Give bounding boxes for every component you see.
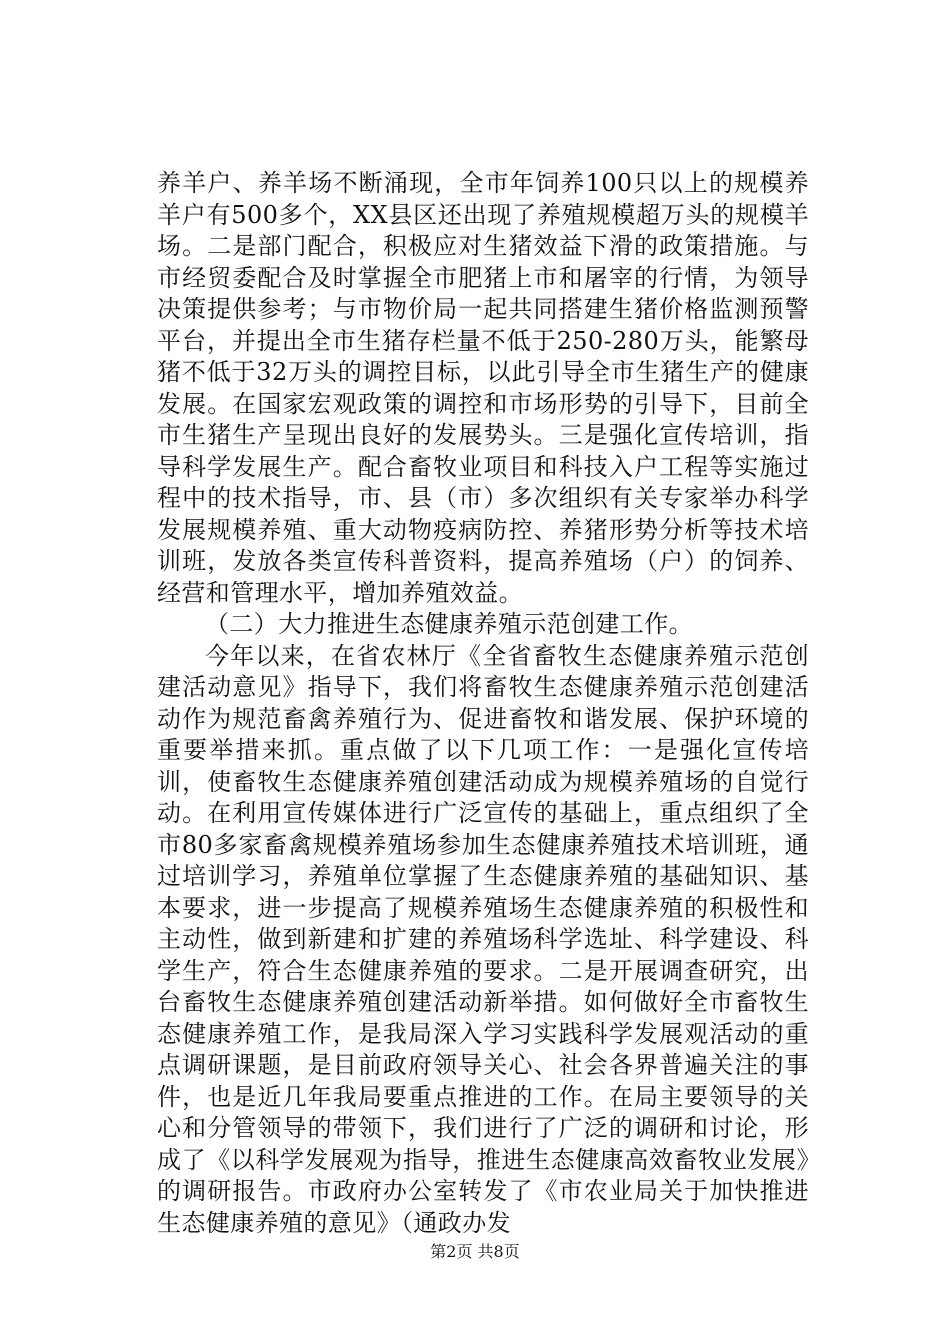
- page-number-footer: 第2页 共8页: [430, 1242, 520, 1261]
- body-paragraph-continued: 养羊户、养羊场不断涌现，全市年饲养100只以上的规模养羊户有500多个，XX县区还出现了养殖规模超万头的规模羊场。二是部门配合，积极应对生猪效益下滑的政策措施。与市经贸委配合及时掌握全市肥猪上市和屠宰的行情，为领导决策提供参考；与市物价局一起共同搭建生猪价格监测预警平台，并提出全市生猪存栏量不低于250-280万头，能繁母猪不低于32万头的调控目标，以此引导全市生猪生产的健康发展。在国家宏观政策的调控和市场形势的引导下，目前全市生猪生产呈现出良好的发展势头。三是强化宣传培训，指导科学发展生产。配合畜牧业项目和科技入户工程等实施过程中的技术指导，市、县（市）多次组织有关专家举办科学发展规模养殖、重大动物疫病防控、养猪形势分析等技术培训班，发放各类宣传科普资料，提高养殖场（户）的饲养、经营和管理水平，增加养殖效益。: [157, 169, 809, 607]
- section-heading: （二）大力推进生态健康养殖示范创建工作。: [205, 610, 693, 638]
- body-paragraph: 今年以来，在省农林厅《全省畜牧生态健康养殖示范创建活动意见》指导下，我们将畜牧生态健康养殖示范创建活动作为规范畜禽养殖行为、促进畜牧和谐发展、保护环境的重要举措来抓。重点做了以下几项工作：一是强化宣传培训，使畜牧生态健康养殖创建活动成为规模养殖场的自觉行动。在利用宣传媒体进行广泛宣传的基础上，重点组织了全市80多家畜禽规模养殖场参加生态健康养殖技术培训班，通过培训学习，养殖单位掌握了生态健康养殖的基础知识、基本要求，进一步提高了规模养殖场生态健康养殖的积极性和主动性，做到新建和扩建的养殖场科学选址、科学建设、科学生产，符合生态健康养殖的要求。二是开展调查研究，出台畜牧生态健康养殖创建活动新举措。如何做好全市畜牧生态健康养殖工作，是我局深入学习实践科学发展观活动的重点调研课题，是目前政府领导关心、社会各界普遍关注的事件，也是近几年我局要重点推进的工作。在局主要领导的关心和分管领导的带领下，我们进行了广泛的调研和讨论，形成了《以科学发展观为指导，推进生态健康高效畜牧业发展》的调研报告。市政府办公室转发了《市农业局关于加快推进生态健康养殖的意见》（通政办发: [157, 641, 809, 1237]
- document-body: [157, 168, 809, 1239]
